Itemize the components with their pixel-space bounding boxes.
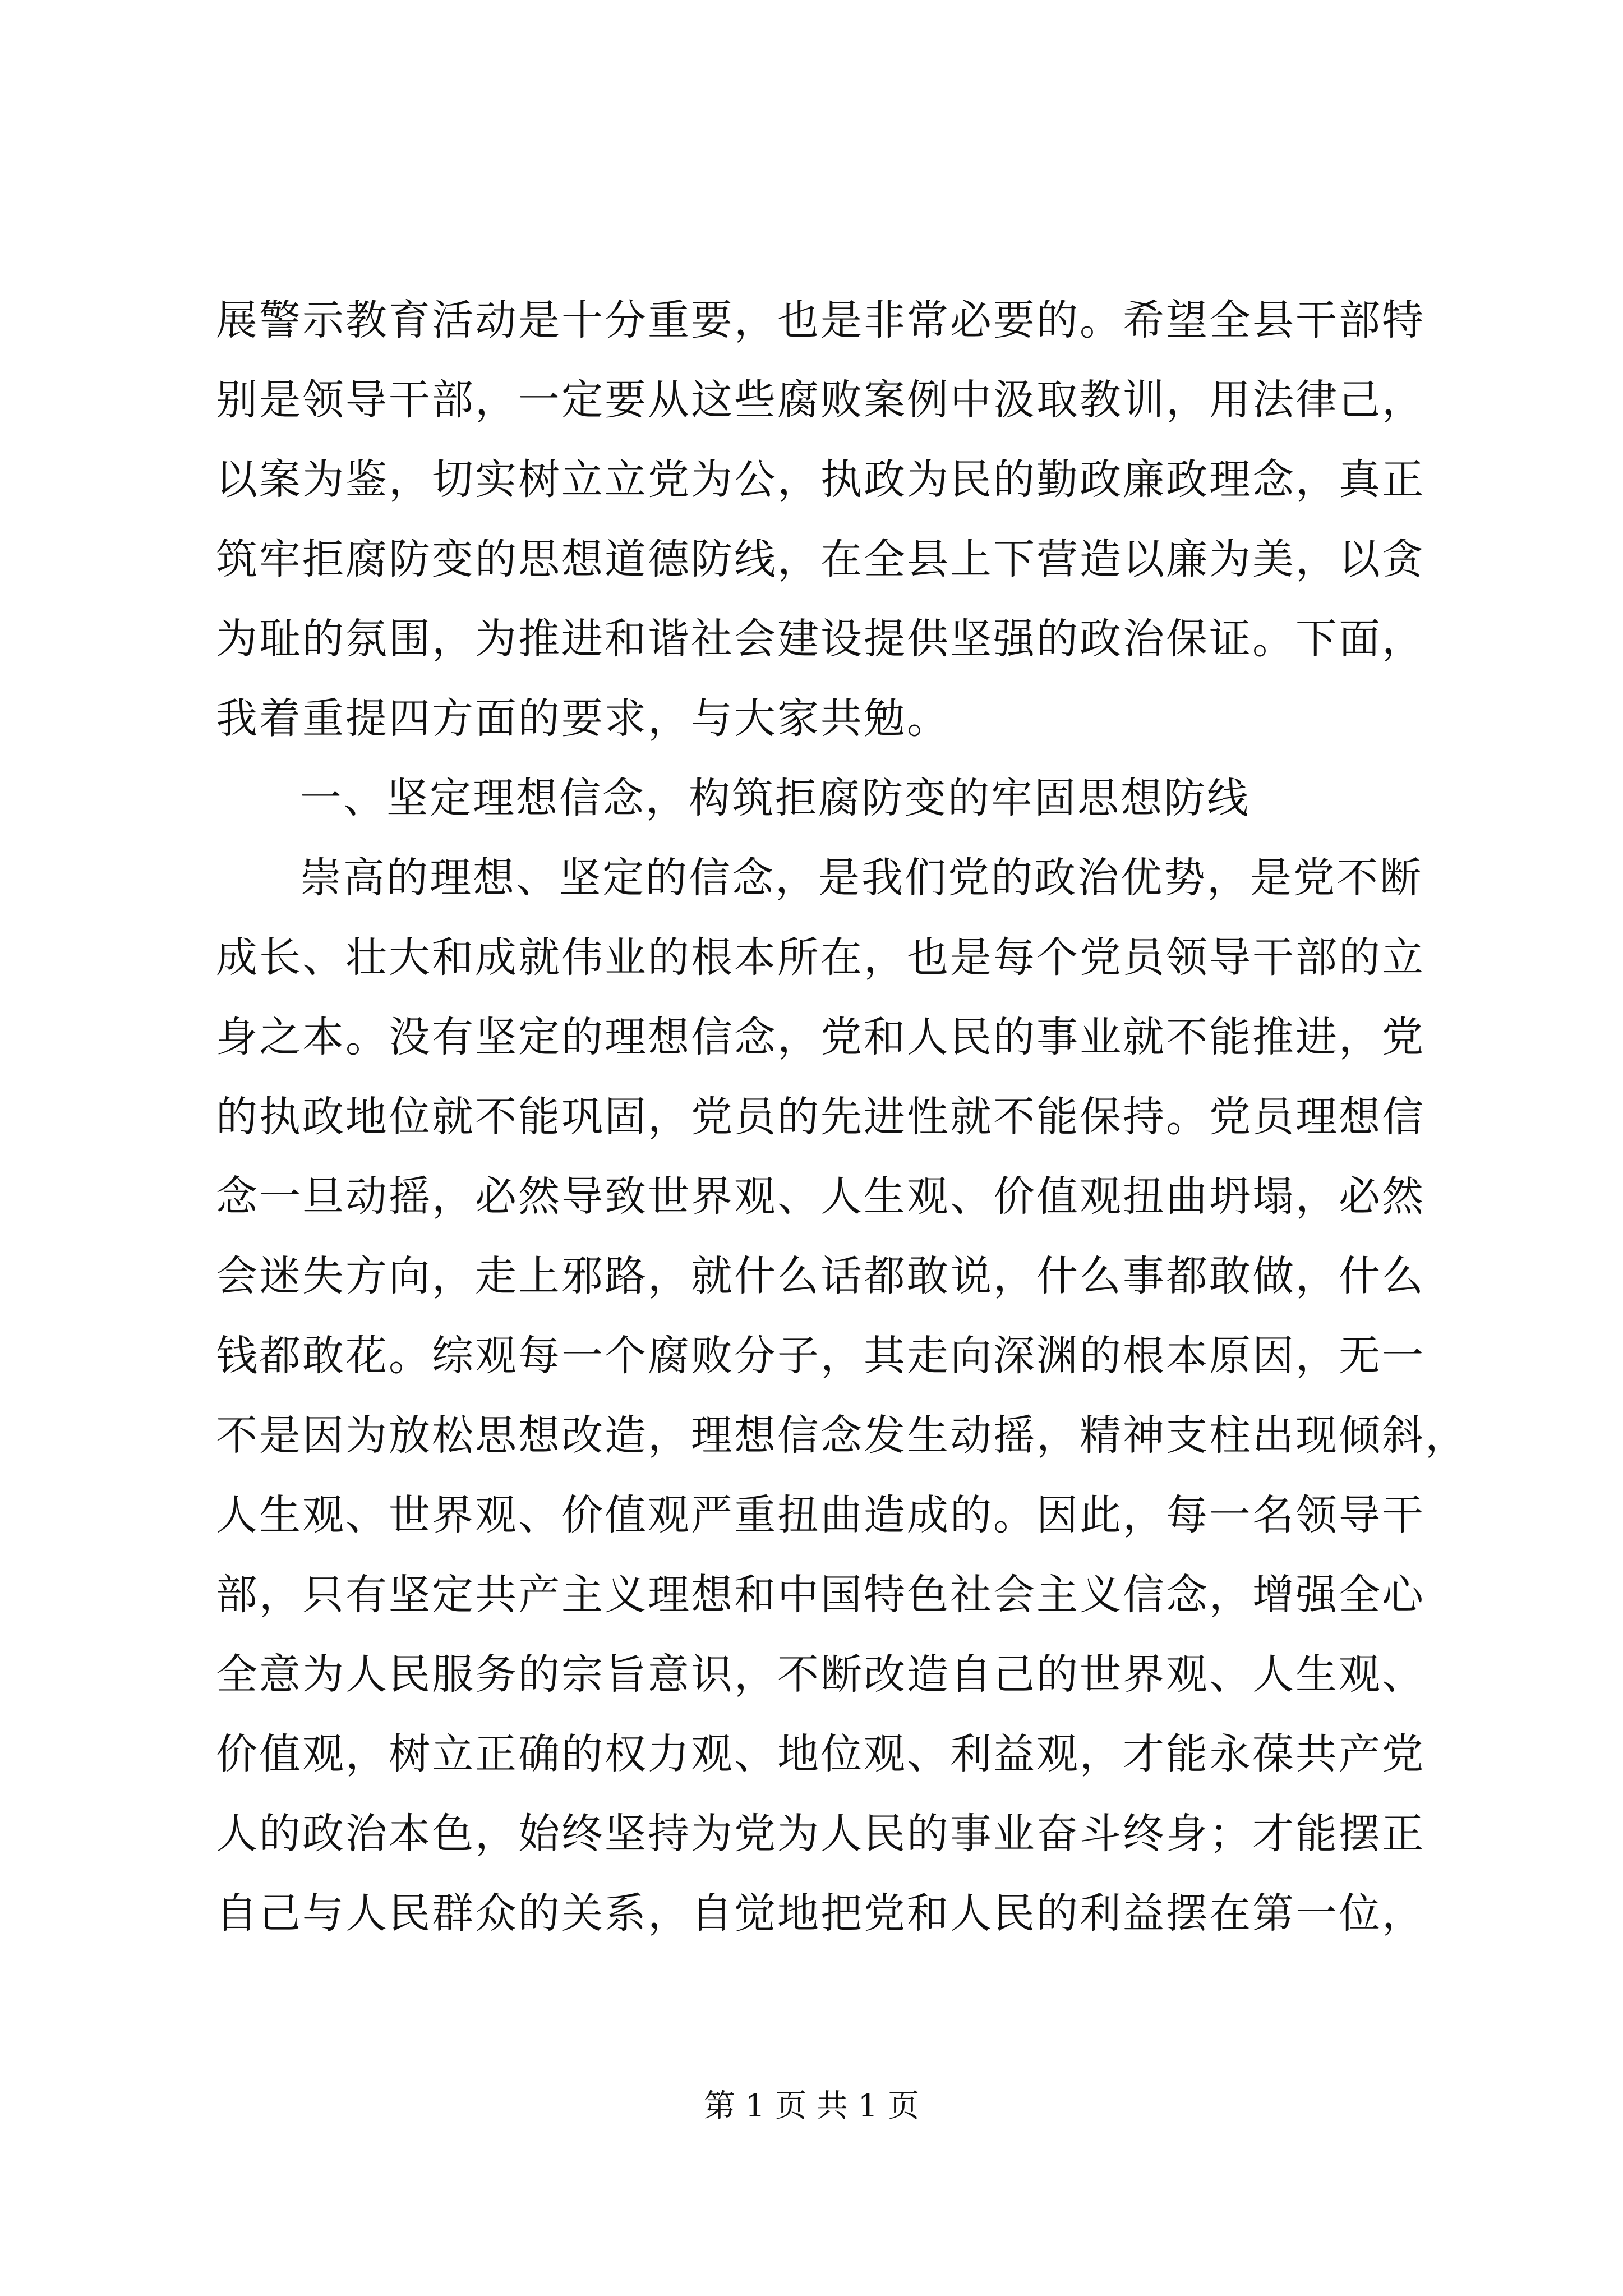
text-line: 成长、壮大和成就伟业的根本所在，也是每个党员领导干部的立 <box>216 933 1425 982</box>
text-line: 部，只有坚定共产主义理想和中国特色社会主义信念，增强全心 <box>216 1571 1425 1619</box>
section-heading: 一、坚定理想信念，构筑拒腐防变的牢固思想防线 <box>300 774 1250 822</box>
text-line: 人的政治本色，始终坚持为党为人民的事业奋斗终身；才能摆正 <box>216 1810 1425 1858</box>
text-line: 崇高的理想、坚定的信念，是我们党的政治优势，是党不断 <box>300 854 1423 902</box>
text-line: 我着重提四方面的要求，与大家共勉。 <box>216 694 950 743</box>
text-line: 展警示教育活动是十分重要，也是非常必要的。希望全县干部特 <box>216 296 1425 344</box>
text-line: 全意为人民服务的宗旨意识，不断改造自己的世界观、人生观、 <box>216 1650 1425 1699</box>
text-line: 价值观，树立正确的权力观、地位观、利益观，才能永葆共产党 <box>216 1730 1425 1778</box>
text-line: 身之本。没有坚定的理想信念，党和人民的事业就不能推进，党 <box>216 1013 1425 1061</box>
text-line: 人生观、世界观、价值观严重扭曲造成的。因此，每一名领导干 <box>216 1491 1425 1539</box>
text-line: 钱都敢花。综观每一个腐败分子，其走向深渊的根本原因，无一 <box>216 1332 1425 1380</box>
document-body <box>216 280 1468 1953</box>
text-line: 会迷失方向，走上邪路，就什么话都敢说，什么事都敢做，什么 <box>216 1252 1425 1300</box>
page-number-label: 第 1 页 共 1 页 <box>703 2088 920 2124</box>
text-line: 别是领导干部，一定要从这些腐败案例中汲取教训，用法律己， <box>216 376 1425 424</box>
text-line: 自己与人民群众的关系，自觉地把党和人民的利益摆在第一位， <box>216 1889 1425 1938</box>
text-line: 念一旦动摇，必然导致世界观、人生观、价值观扭曲坍塌，必然 <box>216 1172 1425 1221</box>
text-line: 筑牢拒腐防变的思想道德防线，在全县上下营造以廉为美，以贪 <box>216 535 1425 583</box>
text-line: 为耻的氛围，为推进和谐社会建设提供坚强的政治保证。下面， <box>216 615 1425 663</box>
text-line: 的执政地位就不能巩固，党员的先进性就不能保持。党员理想信 <box>216 1093 1425 1141</box>
text-line: 以案为鉴，切实树立立党为公，执政为民的勤政廉政理念，真正 <box>216 455 1425 504</box>
page-footer <box>0 2087 1623 2126</box>
text-line: 不是因为放松思想改造，理想信念发生动摇，精神支柱出现倾斜， <box>216 1411 1468 1460</box>
